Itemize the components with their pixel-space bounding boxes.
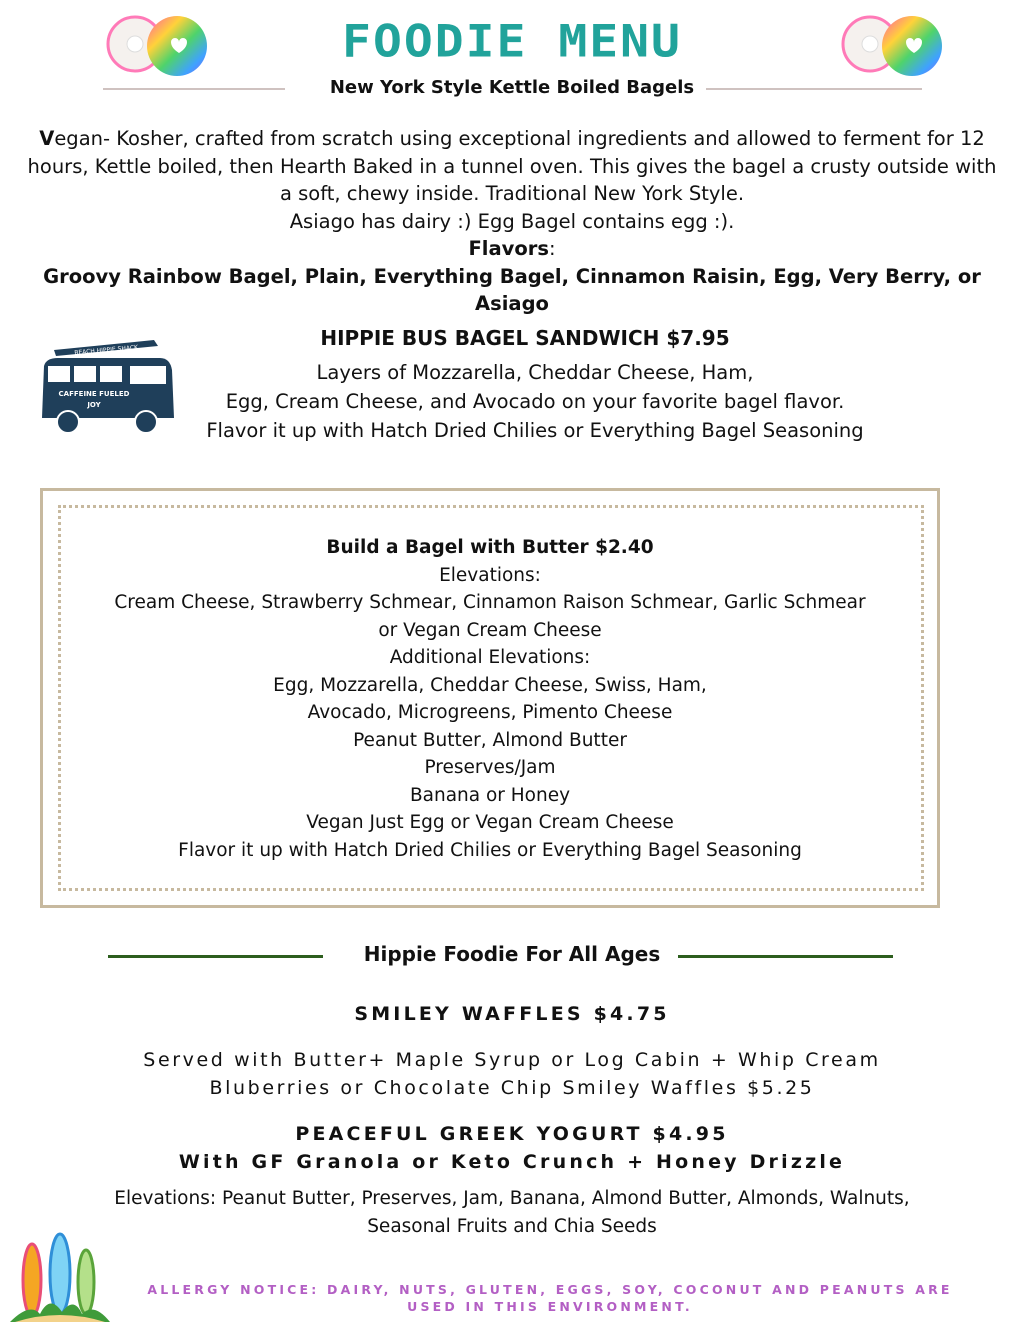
bus-text-1: CAFFEINE FUELED bbox=[58, 390, 130, 398]
waffles-description bbox=[0, 1046, 1024, 1102]
sandwich-description bbox=[160, 358, 910, 445]
waffles-line-1: Served with Butter+ Maple Syrup or Log Cabin + Whip Cream bbox=[143, 1049, 881, 1071]
sandwich-line-2: Egg, Cream Cheese, and Avocado on your favorite bagel flavor. bbox=[225, 390, 845, 413]
build-line: Vegan Just Egg or Vegan Cream Cheese bbox=[306, 812, 674, 833]
menu-title: FOODIE MENU bbox=[342, 16, 682, 68]
elevations-line-1: Elevations: Peanut Butter, Preserves, Jam, Banana, Almond Butter, Almonds, Walnuts, bbox=[114, 1188, 910, 1209]
yogurt-line: With GF Granola or Keto Crunch + Honey Drizzle bbox=[178, 1151, 846, 1173]
intro-line-2: hours, Kettle boiled, then Hearth Baked in a tunnel oven. This gives the bagel a crusty outside with bbox=[27, 154, 997, 178]
elevations-line-2: Seasonal Fruits and Chia Seeds bbox=[367, 1216, 657, 1237]
intro-line-4: Asiago has dairy :) Egg Bagel contains egg :). bbox=[289, 209, 735, 233]
build-line: Egg, Mozzarella, Cheddar Cheese, Swiss, Ham, bbox=[273, 674, 707, 696]
allergy-line-2: USED IN THIS ENVIRONMENT. bbox=[407, 1299, 693, 1314]
build-line: Elevations: bbox=[439, 564, 541, 586]
build-bagel-content bbox=[60, 534, 920, 864]
waffles-line-2: Bluberries or Chocolate Chip Smiley Waffles $5.25 bbox=[209, 1077, 815, 1099]
waffles-title: SMILEY WAFFLES $4.75 bbox=[354, 1003, 670, 1025]
intro-initial: V bbox=[39, 127, 55, 150]
yogurt-elevations bbox=[80, 1185, 944, 1241]
flavors-list: Groovy Rainbow Bagel, Plain, Everything Bagel, Cinnamon Raisin, Egg, Very Berry, or Asiago bbox=[43, 264, 981, 315]
surfboards-icon bbox=[10, 1232, 110, 1322]
build-line: Additional Elevations: bbox=[389, 647, 591, 668]
build-line: or Vegan Cream Cheese bbox=[378, 619, 602, 641]
allergy-line-1: ALLERGY NOTICE: DAIRY, NUTS, GLUTEN, EGGS, SOY, COCONUT AND PEANUTS ARE bbox=[147, 1282, 953, 1297]
yogurt-title: PEACEFUL GREEK YOGURT $4.95 bbox=[295, 1123, 729, 1145]
build-bagel-title: Build a Bagel with Butter $2.40 bbox=[326, 537, 654, 558]
yogurt-section bbox=[0, 1120, 1024, 1176]
build-line: Flavor it up with Hatch Dried Chilies or Everything Bagel Seasoning bbox=[178, 839, 802, 861]
intro-line-1: egan- Kosher, crafted from scratch using exceptional ingredients and allowed to ferment for 12 bbox=[54, 127, 985, 150]
flavors-label: Flavors bbox=[468, 237, 549, 260]
subtitle: New York Style Kettle Boiled Bagels bbox=[329, 77, 695, 98]
build-line: Banana or Honey bbox=[409, 784, 571, 806]
build-line: Cream Cheese, Strawberry Schmear, Cinnamon Raison Schmear, Garlic Schmear bbox=[114, 592, 866, 613]
sandwich-title: HIPPIE BUS BAGEL SANDWICH $7.95 bbox=[320, 326, 730, 350]
build-line: Avocado, Microgreens, Pimento Cheese bbox=[307, 702, 673, 723]
ages-heading: Hippie Foodie For All Ages bbox=[363, 942, 661, 966]
sandwich-line-1: Layers of Mozzarella, Cheddar Cheese, Ham, bbox=[316, 361, 754, 384]
flavors-colon: : bbox=[548, 237, 556, 260]
allergy-notice bbox=[110, 1281, 990, 1315]
sandwich-line-3: Flavor it up with Hatch Dried Chilies or Everything Bagel Seasoning bbox=[206, 419, 864, 442]
build-line: Peanut Butter, Almond Butter bbox=[353, 729, 627, 751]
bus-roof-text: BEACH HIPPIE SHACK bbox=[74, 344, 139, 357]
intro-line-3: a soft, chewy inside. Traditional New York Style. bbox=[279, 182, 745, 205]
intro-text bbox=[10, 125, 1014, 318]
build-line: Preserves/Jam bbox=[424, 757, 556, 778]
bus-text-2: JOY bbox=[87, 401, 101, 409]
